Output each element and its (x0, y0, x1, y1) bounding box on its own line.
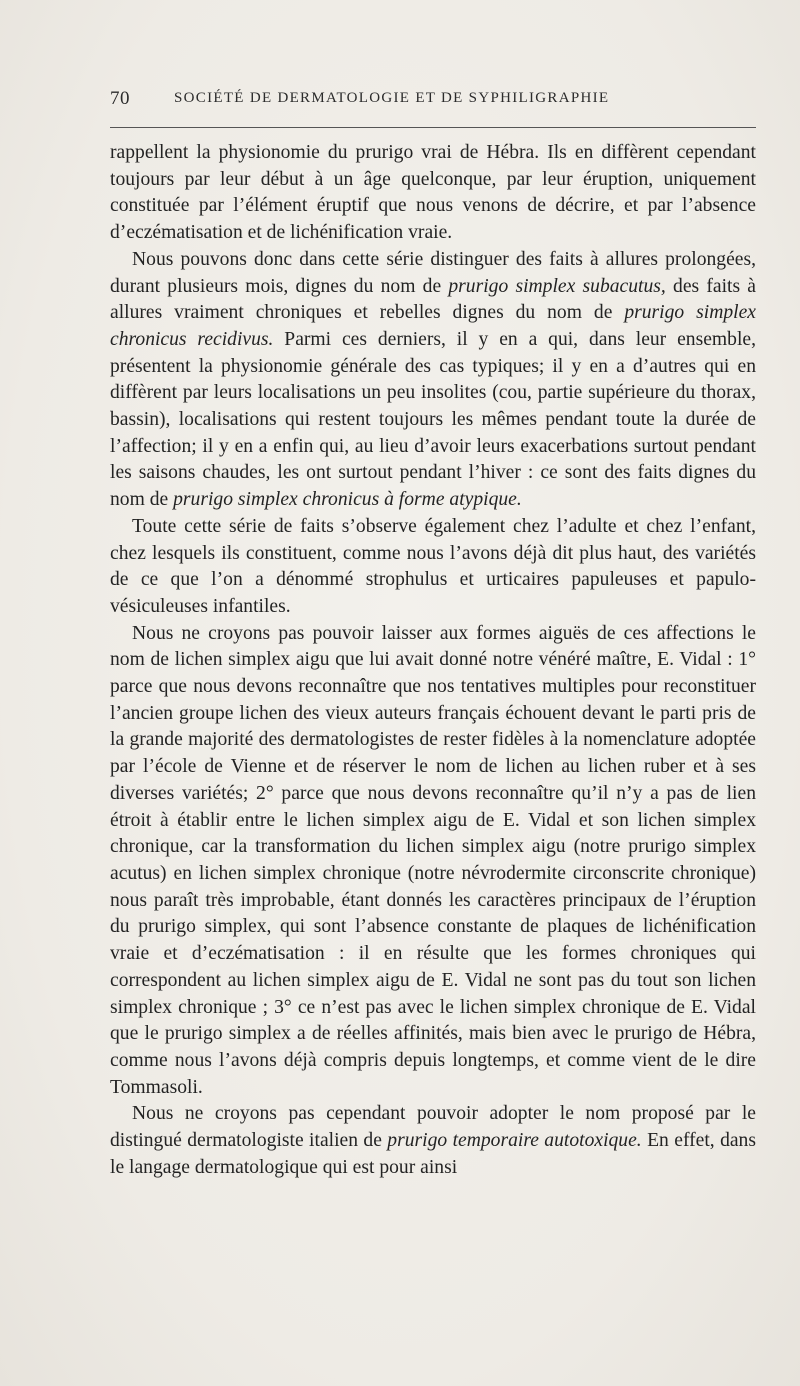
paragraph: rappellent la physionomie du prurigo vrai de Hébra. Ils en diffèrent cependant toujours par leur début à un âge quelconque, par leur éruption, uniquement constituée par l’élément éruptif que nous venons de décrire, et par l’absence d’eczématisation et de lichénification vraie. (110, 142, 756, 244)
paragraph: Nous ne croyons pas pouvoir laisser aux formes aiguës de ces affections le nom de lichen simplex aigu que lui avait donné notre vénéré maître, E. Vidal : 1° parce que nous devons reconnaître que nos tentatives multiples pour reconstituer l’ancien groupe lichen des vieux auteurs français échouent devant le parti pris de la grande majorité des dermatologistes de rester fidèles à la nomenclature adoptée par l’école de Vienne et de réserver le nom de lichen au lichen ruber et à ses diverses variétés; 2° parce que nous devons reconnaître qu’il n’y a pas de lien étroit à établir entre le lichen simplex aigu de E. Vidal et son lichen simplex chronique, car la transformation du lichen simplex aigu (notre prurigo simplex acutus) en lichen simplex chronique (notre névrodermite circonscrite chronique) nous paraît très improbable, étant donnés les caractères principaux de l’éruption du prurigo simplex, qui sont l’absence constante de plaques de lichénification vraie et d’eczématisation : il en résulte que les formes chroniques qui correspondent au lichen simplex aigu de E. Vidal ne sont pas du tout son lichen simplex chronique ; 3° ce n’est pas avec le lichen simplex chronique de E. Vidal que le prurigo simplex a de réelles affinités, mais bien avec le prurigo de Hébra, comme nous l’avons déjà compris depuis longtemps, et comme vient de le dire Tommasoli. (110, 622, 756, 1098)
italic-term: prurigo simplex chronicus recidivus. (110, 302, 756, 350)
paragraph: Nous pouvons donc dans cette série distinguer des faits à allures prolongées, durant plusieurs mois, dignes du nom de prurigo simplex subacutus, des faits à allures vraiment chroniques et rebelles dignes du nom de prurigo simplex chronicus recidivus. Parmi ces derniers, il y en a qui, dans leur ensemble, présentent la physionomie générale des cas typiques; il y en a d’autres qui en diffèrent par leurs localisations un peu insolites (cou, partie supérieure du thorax, bassin), localisations qui restent toujours les mêmes pendant toute la durée de l’affection; il y en a enfin qui, au lieu d’avoir leurs exacerbations surtout pendant les saisons chaudes, les ont surtout pendant l’hiver : ce sont des faits dignes du nom de prurigo simplex chronicus à forme atypique. (110, 248, 756, 511)
paragraph: Nous ne croyons pas cependant pouvoir adopter le nom proposé par le distingué dermatologiste italien de prurigo temporaire autotoxique. En effet, dans le langage dermatologique qui est pour ainsi (110, 1103, 756, 1178)
running-head: SOCIÉTÉ DE DERMATOLOGIE ET DE SYPHILIGRAPHIE (174, 90, 610, 106)
page-number: 70 (110, 88, 130, 109)
body-text (110, 140, 756, 1181)
page-header (110, 88, 756, 114)
header-rule (110, 127, 756, 128)
italic-term: prurigo simplex subacutus, (448, 275, 666, 297)
italic-term: prurigo simplex chronicus à forme atypique. (173, 489, 522, 511)
italic-term: prurigo temporaire autotoxique. (387, 1130, 642, 1152)
paragraph: Toute cette série de faits s’observe également chez l’adulte et chez l’enfant, chez lesquels ils constituent, comme nous l’avons déjà dit plus haut, des variétés de ce que l’on a dénommé strophulus et urticaires papuleuses et papulo-vésiculeuses infantiles. (110, 515, 756, 617)
